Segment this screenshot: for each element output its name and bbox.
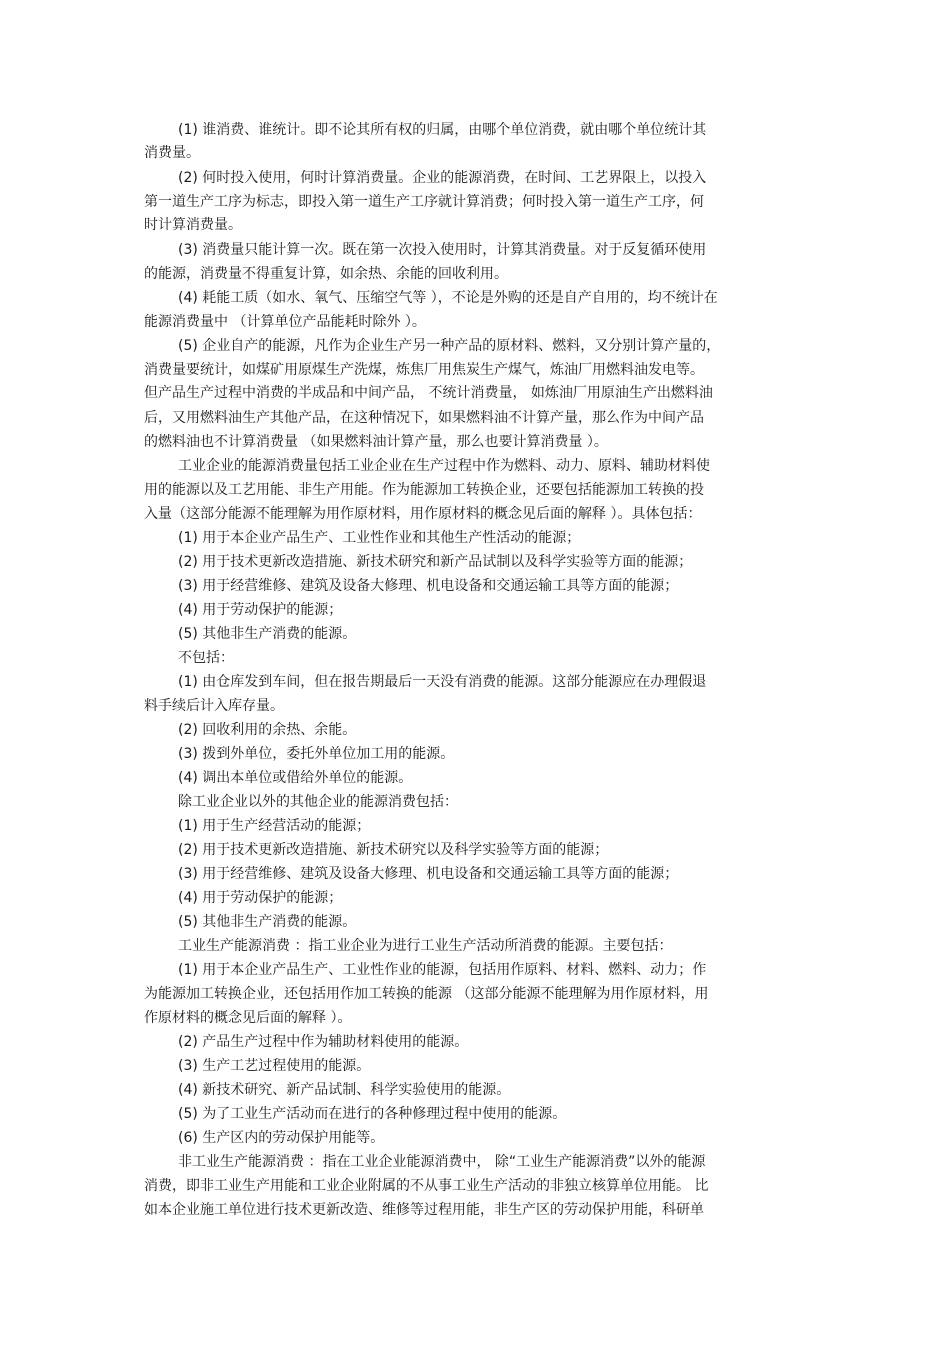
text-line: 消费量。 <box>144 145 200 161</box>
text-line: (4) 用于劳动保护的能源； <box>178 602 343 618</box>
text-line: (3) 消费量只能计算一次。既在第一次投入使用时，计算其消费量。对于反复循环使用 <box>178 242 707 258</box>
text-line: 第一道生产工序为标志，即投入第一道生产工序就计算消费；何时投入第一道生产工序，何 <box>144 194 704 210</box>
text-line: (4) 调出本单位或借给外单位的能源。 <box>178 770 413 786</box>
text-line: 能源消费量中 （计算单位产品能耗时除外 ）。 <box>144 314 426 330</box>
text-line: (3) 拨到外单位，委托外单位加工用的能源。 <box>178 746 455 762</box>
text-line: (2) 回收利用的余热、余能。 <box>178 722 357 738</box>
text-line: (5) 其他非生产消费的能源。 <box>178 914 357 930</box>
text-line: (6) 生产区内的劳动保护用能等。 <box>178 1130 385 1146</box>
text-line: 后，又用燃料油生产其他产品，在这种情况下，如果燃料油不计算产量，那么作为中间产品 <box>144 410 704 426</box>
text-line: (3) 用于经营维修、建筑及设备大修理、机电设备和交通运输工具等方面的能源； <box>178 578 679 594</box>
text-line: 消费量要统计，如煤矿用原煤生产洗煤，炼焦厂用焦炭生产煤气，炼油厂用燃料油发电等。 <box>144 362 704 378</box>
text-line: 消费，即非工业生产用能和工业企业附属的不从事工业生产活动的非独立核算单位用能。 比 <box>144 1178 709 1194</box>
text-line: (2) 产品生产过程中作为辅助材料使用的能源。 <box>178 1034 469 1050</box>
text-line: 用的能源以及工艺用能、非生产用能。作为能源加工转换企业，还要包括能源加工转换的投 <box>144 482 704 498</box>
text-line: 工业企业的能源消费量包括工业企业在生产过程中作为燃料、动力、原料、辅助材料使 <box>178 458 710 474</box>
text-line: 不包括： <box>178 650 234 666</box>
text-line: (1) 由仓库发到车间，但在报告期最后一天没有消费的能源。这部分能源应在办理假退 <box>178 674 707 690</box>
text-line: 作原材料的概念见后面的解释 ）。 <box>144 1010 352 1026</box>
text-line: 料手续后计入库存量。 <box>144 698 284 714</box>
text-line: (2) 何时投入使用，何时计算消费量。企业的能源消费，在时间、工艺界限上，以投入 <box>178 170 707 186</box>
text-line: (1) 用于本企业产品生产、工业性作业的能源，包括用作原料、材料、燃料、动力；作 <box>178 962 707 978</box>
text-line: 工业生产能源消费 ：指工业企业为进行工业生产活动所消费的能源。主要包括： <box>178 938 673 954</box>
text-line: (3) 用于经营维修、建筑及设备大修理、机电设备和交通运输工具等方面的能源； <box>178 866 679 882</box>
text-line: 时计算消费量。 <box>144 217 242 233</box>
text-line: (1) 谁消费、谁统计。即不论其所有权的归属，由哪个单位消费，就由哪个单位统计其 <box>178 122 707 138</box>
text-line: 除工业企业以外的其他企业的能源消费包括： <box>178 794 458 810</box>
text-line: (4) 新技术研究、新产品试制、科学实验使用的能源。 <box>178 1082 511 1098</box>
text-line: (1) 用于生产经营活动的能源； <box>178 818 371 834</box>
text-line: (2) 用于技术更新改造措施、新技术研究以及科学实验等方面的能源； <box>178 842 609 858</box>
text-line: 非工业生产能源消费 ：指在工业企业能源消费中， 除“工业生产能源消费”以外的能源 <box>178 1154 706 1170</box>
text-line: (5) 其他非生产消费的能源。 <box>178 626 357 642</box>
text-line: 入量（这部分能源不能理解为用作原材料，用作原材料的概念见后面的解释 ）。具体包括： <box>144 506 702 522</box>
text-line: (4) 用于劳动保护的能源； <box>178 890 343 906</box>
text-line: 但产品生产过程中消费的半成品和中间产品， 不统计消费量， 如炼油厂用原油生产出燃料油 <box>144 385 713 401</box>
text-line: (4) 耗能工质（如水、氧气、压缩空气等 ），不论是外购的还是自产自用的，均不统计在 <box>178 290 718 306</box>
text-line: 为能源加工转换企业，还包括用作加工转换的能源 （这部分能源不能理解为用作原材料，用 <box>144 986 709 1002</box>
text-line: 的能源，消费量不得重复计算，如余热、余能的回收利用。 <box>144 266 508 282</box>
text-line: (3) 生产工艺过程使用的能源。 <box>178 1058 371 1074</box>
text-line: (1) 用于本企业产品生产、工业性作业和其他生产性活动的能源； <box>178 530 581 546</box>
text-line: 如本企业施工单位进行技术更新改造、维修等过程用能，非生产区的劳动保护用能，科研单 <box>144 1202 704 1218</box>
text-line: 的燃料油也不计算消费量 （如果燃料油计算产量，那么也要计算消费量 ）。 <box>144 434 608 450</box>
text-line: (2) 用于技术更新改造措施、新技术研究和新产品试制以及科学实验等方面的能源； <box>178 554 693 570</box>
text-line: (5) 企业自产的能源，凡作为企业生产另一种产品的原材料、燃料，又分别计算产量的， <box>178 338 721 354</box>
text-line: (5) 为了工业生产活动而在进行的各种修理过程中使用的能源。 <box>178 1106 567 1122</box>
